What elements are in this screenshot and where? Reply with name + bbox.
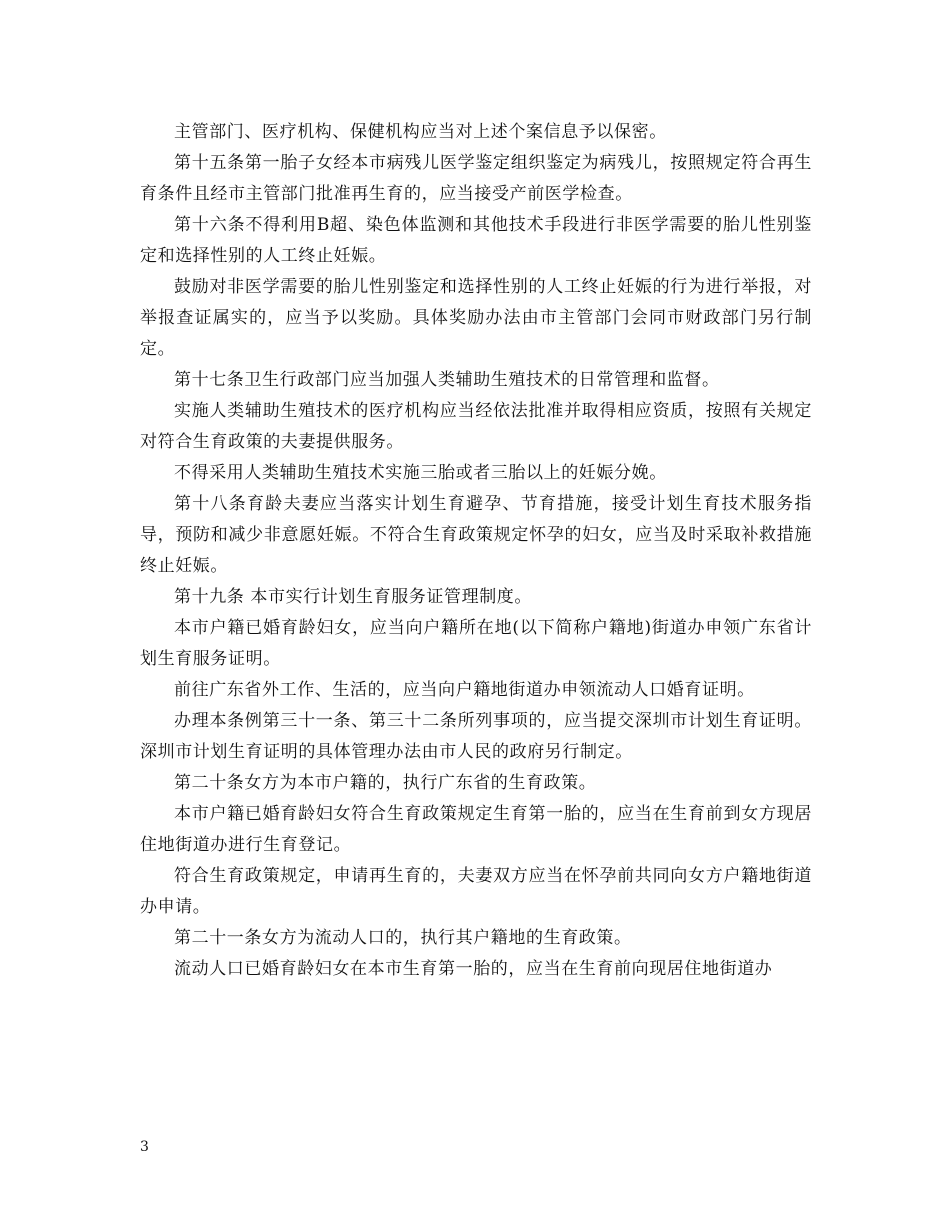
paragraph: 第二十条女方为本市户籍的，执行广东省的生育政策。	[174, 773, 597, 793]
paragraph: 鼓励对非医学需要的胎儿性别鉴定和选择性别的人工终止妊娠的行为进行举报，对举报查证属实的，应当予以奖励。具体奖励办法由市主管部门会同市财政部门另行制定。	[140, 277, 812, 359]
paragraph: 第二十一条女方为流动人口的，执行其户籍地的生育政策。	[174, 928, 632, 948]
paragraph: 实施人类辅助生殖技术的医疗机构应当经依法批准并取得相应资质，按照有关规定对符合生育政策的夫妻提供服务。	[140, 401, 812, 452]
paragraph: 第十六条不得利用B超、染色体监测和其他技术手段进行非医学需要的胎儿性别鉴定和选择性别的人工终止妊娠。	[140, 215, 812, 266]
paragraph: 前往广东省外工作、生活的，应当向户籍地街道办申领流动人口婚育证明。	[174, 680, 755, 700]
paragraph: 符合生育政策规定，申请再生育的，夫妻双方应当在怀孕前共同向女方户籍地街道办申请。	[140, 866, 812, 917]
paragraph: 第十七条卫生行政部门应当加强人类辅助生殖技术的日常管理和监督。	[174, 370, 720, 390]
paragraph: 不得采用人类辅助生殖技术实施三胎或者三胎以上的妊娠分娩。	[174, 463, 667, 483]
paragraph: 主管部门、医疗机构、保健机构应当对上述个案信息予以保密。	[174, 122, 667, 142]
document-body	[140, 117, 812, 985]
paragraph: 办理本条例第三十一条、第三十二条所列事项的，应当提交深圳市计划生育证明。深圳市计划生育证明的具体管理办法由市人民的政府另行制定。	[140, 711, 812, 762]
paragraph: 本市户籍已婚育龄妇女符合生育政策规定生育第一胎的，应当在生育前到女方现居住地街道办进行生育登记。	[140, 804, 812, 855]
paragraph: 第十五条第一胎子女经本市病残儿医学鉴定组织鉴定为病残儿，按照规定符合再生育条件且经市主管部门批准再生育的，应当接受产前医学检查。	[140, 153, 812, 204]
paragraph: 第十八条育龄夫妻应当落实计划生育避孕、节育措施，接受计划生育技术服务指导，预防和减少非意愿妊娠。不符合生育政策规定怀孕的妇女，应当及时采取补救措施终止妊娠。	[140, 494, 812, 576]
paragraph: 本市户籍已婚育龄妇女，应当向户籍所在地(以下简称户籍地)街道办申领广东省计划生育服务证明。	[140, 618, 812, 669]
paragraph: 第十九条 本市实行计划生育服务证管理制度。	[174, 587, 533, 607]
page-number: 3	[140, 1139, 149, 1155]
paragraph: 流动人口已婚育龄妇女在本市生育第一胎的，应当在生育前向现居住地街道办	[174, 959, 773, 979]
